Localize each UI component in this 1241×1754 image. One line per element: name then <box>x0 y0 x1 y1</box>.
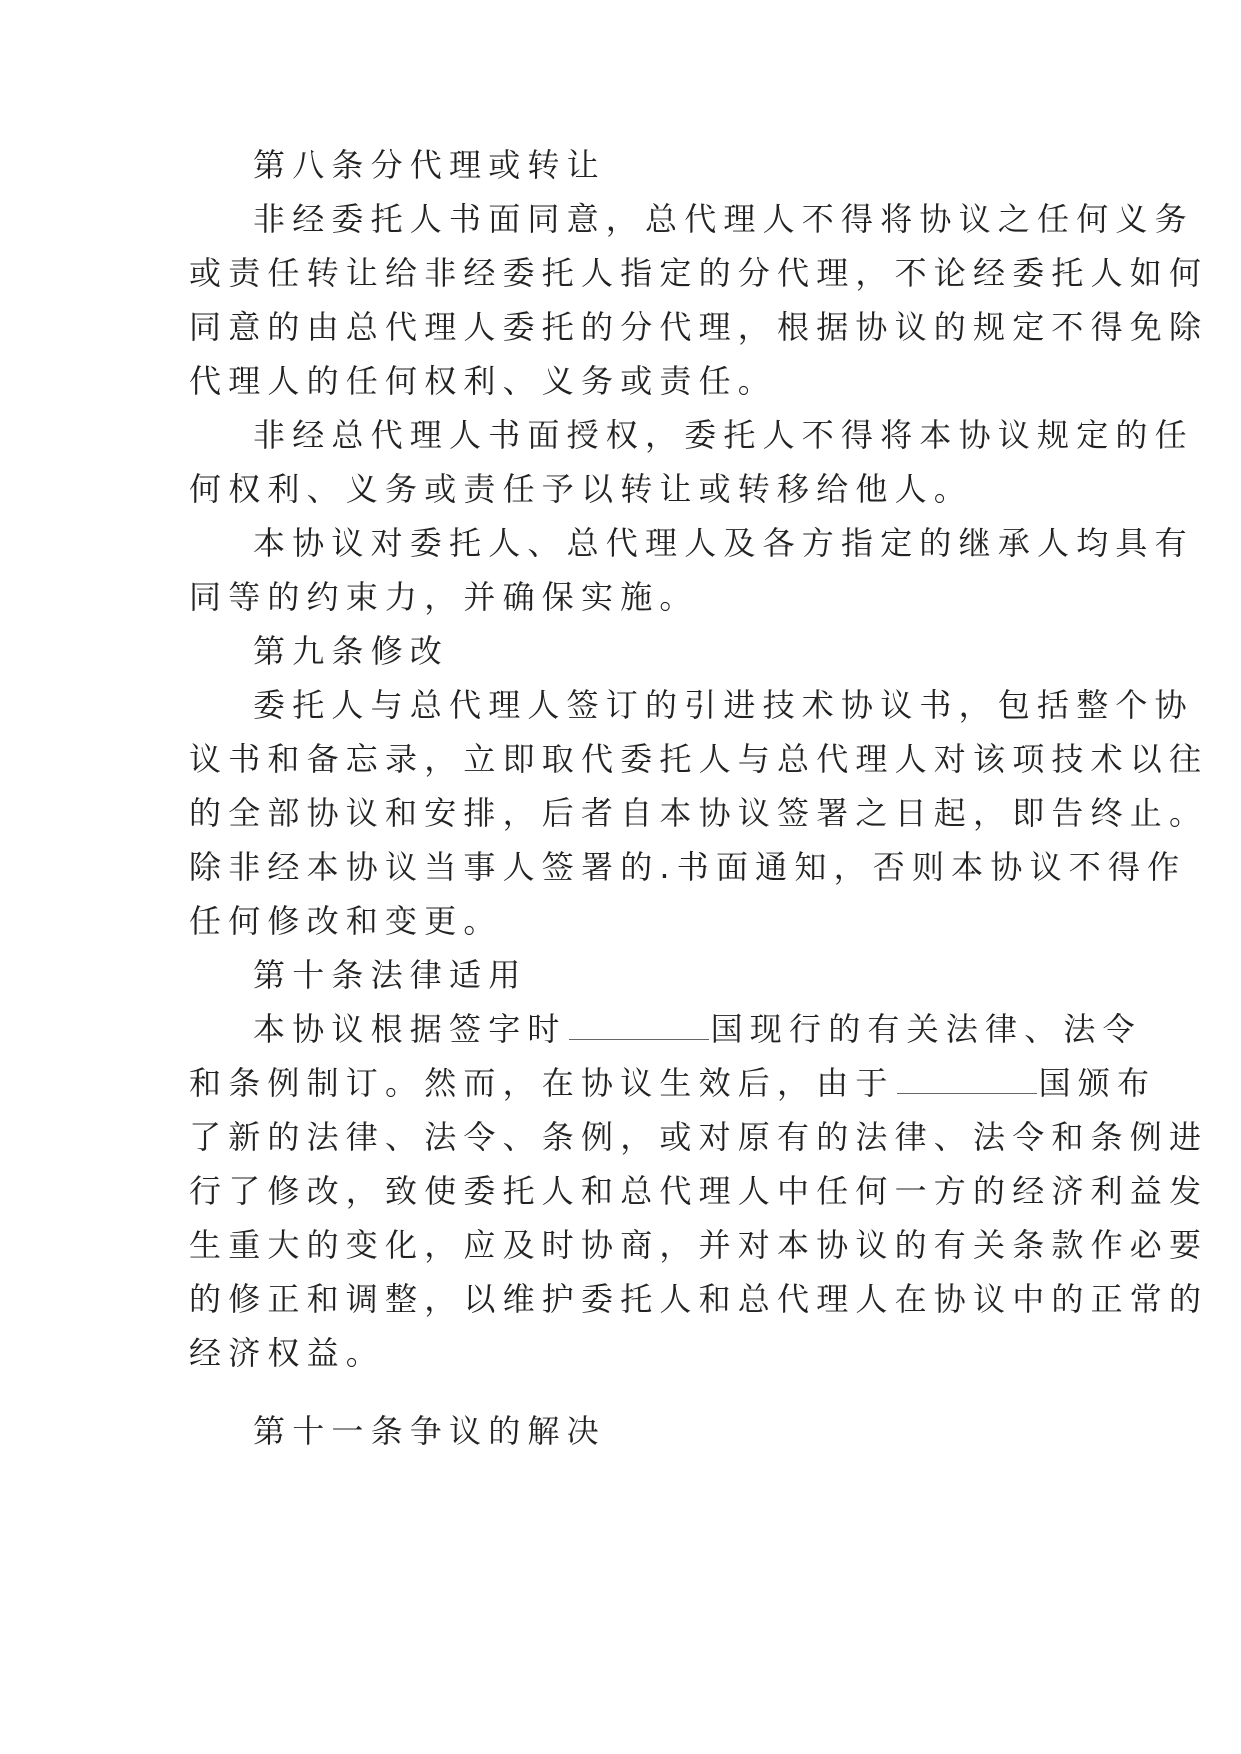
paragraph-line: 本协议对委托人、总代理人及各方指定的继承人均具有 <box>253 524 1194 562</box>
line-text: 国颁布 <box>1038 1064 1157 1102</box>
paragraph-line: 行了修改，致使委托人和总代理人中任何一方的经济利益发 <box>189 1172 1209 1210</box>
paragraph-line: 委托人与总代理人签订的引进技术协议书，包括整个协 <box>253 686 1194 724</box>
article-heading: 第九条修改 <box>253 632 450 670</box>
fill-in-blank <box>897 1063 1037 1094</box>
paragraph-line: 代理人的任何权利、义务或责任。 <box>189 362 778 400</box>
paragraph-line: 或责任转让给非经委托人指定的分代理，不论经委托人如何 <box>189 254 1209 292</box>
paragraph-line: 何权利、义务或责任予以转让或转移给他人。 <box>189 470 974 508</box>
paragraph-line: 同意的由总代理人委托的分代理，根据协议的规定不得免除 <box>189 308 1209 346</box>
paragraph-line: 除非经本协议当事人签署的.书面通知，否则本协议不得作 <box>189 848 1187 886</box>
paragraph-line: 的修正和调整，以维护委托人和总代理人在协议中的正常的 <box>189 1280 1209 1318</box>
line-text: 和条例制订。然而，在协议生效后，由于 <box>189 1064 895 1102</box>
line-text: 国现行的有关法律、法令 <box>710 1010 1142 1048</box>
article-heading: 第八条分代理或转让 <box>253 146 606 184</box>
article-heading: 第十条法律适用 <box>253 956 528 994</box>
paragraph-line: 议书和备忘录，立即取代委托人与总代理人对该项技术以往 <box>189 740 1209 778</box>
paragraph-line: 了新的法律、法令、条例，或对原有的法律、法令和条例进 <box>189 1118 1209 1156</box>
paragraph-line: 的全部协议和安排，后者自本协议签署之日起，即告终止。 <box>189 794 1209 832</box>
paragraph-line: 任何修改和变更。 <box>189 902 503 940</box>
fill-in-blank <box>569 1009 709 1040</box>
paragraph-line: 生重大的变化，应及时协商，并对本协议的有关条款作必要 <box>189 1226 1209 1264</box>
line-text: 本协议根据签字时 <box>253 1010 567 1048</box>
paragraph-line <box>189 1053 1157 1113</box>
paragraph-line: 非经总代理人书面授权，委托人不得将本协议规定的任 <box>253 416 1194 454</box>
paragraph-line: 经济权益。 <box>189 1334 386 1372</box>
paragraph-line: 同等的约束力，并确保实施。 <box>189 578 699 616</box>
paragraph-line <box>253 999 1153 1059</box>
paragraph-line: 非经委托人书面同意，总代理人不得将协议之任何义务 <box>253 200 1194 238</box>
article-heading: 第十一条争议的解决 <box>253 1412 606 1450</box>
